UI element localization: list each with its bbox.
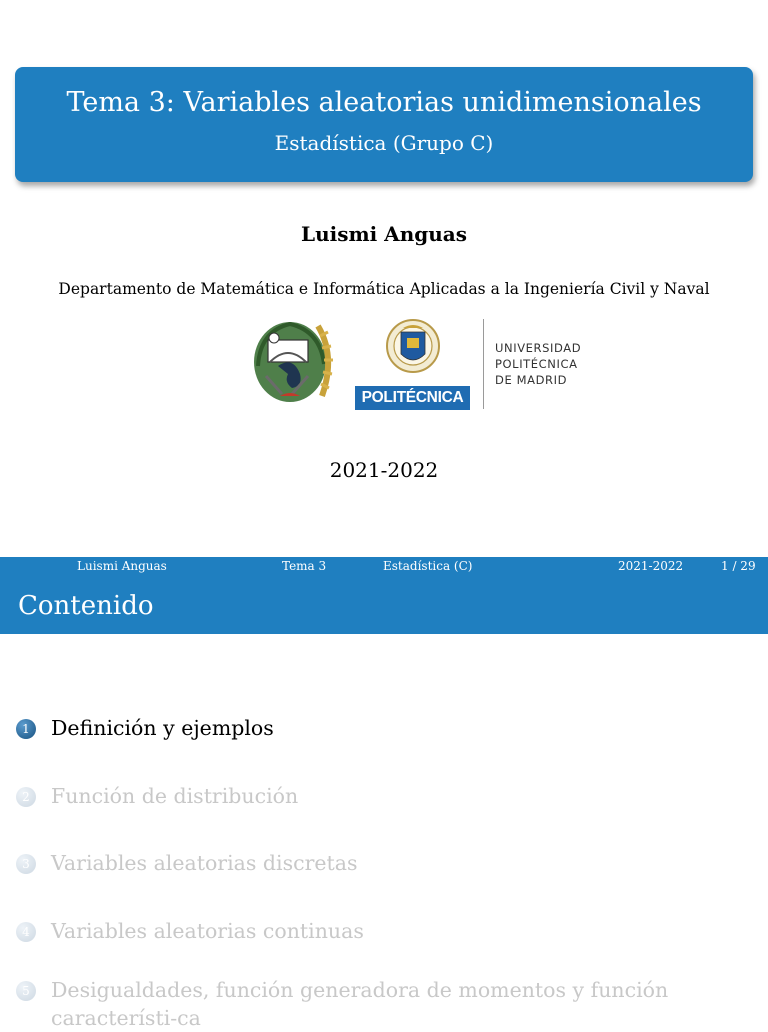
upm-line-2: POLITÉCNICA — [495, 357, 578, 371]
toc-number-badge: 5 — [16, 981, 36, 1001]
toc-label: Variables aleatorias continuas — [51, 919, 364, 943]
footer-page: 1 / 29 — [721, 559, 756, 573]
title-box — [15, 67, 753, 182]
slide-title: Tema 3: Variables aleatorias unidimensionales — [66, 87, 702, 118]
etsi-caminos-logo — [248, 316, 338, 408]
department-name: Departamento de Matemática e Informática Aplicadas a la Ingeniería Civil y Naval — [58, 280, 710, 298]
footer-author: Luismi Anguas — [77, 559, 167, 573]
author-name: Luismi Anguas — [301, 222, 467, 246]
contents-title: Contenido — [18, 591, 154, 621]
footer-topic: Tema 3 — [282, 559, 327, 573]
footer-year: 2021-2022 — [618, 559, 684, 573]
upm-line-1: UNIVERSIDAD — [495, 341, 582, 355]
footer-course: Estadística (C) — [383, 559, 473, 573]
toc-number-badge: 1 — [16, 719, 36, 739]
upm-wordmark — [495, 340, 581, 388]
upm-badge: POLITÉCNICA — [355, 386, 470, 410]
toc-number-badge: 3 — [16, 854, 36, 874]
logos-row — [248, 316, 598, 412]
upm-line-3: DE MADRID — [495, 373, 568, 387]
footer-bar — [0, 557, 768, 577]
academic-year: 2021-2022 — [329, 458, 439, 482]
frame-title-bar — [0, 577, 768, 634]
toc-label: Definición y ejemplos — [51, 716, 274, 740]
toc-number-badge: 4 — [16, 922, 36, 942]
toc-label: Función de distribución — [51, 784, 299, 808]
toc-number-badge: 2 — [16, 787, 36, 807]
toc-label: Variables aleatorias discretas — [51, 851, 358, 875]
logo-divider — [483, 319, 484, 409]
toc-label: Desigualdades, función generadora de momentos y función característi-ca — [51, 978, 669, 1030]
slide-subtitle: Estadística (Grupo C) — [274, 131, 494, 155]
